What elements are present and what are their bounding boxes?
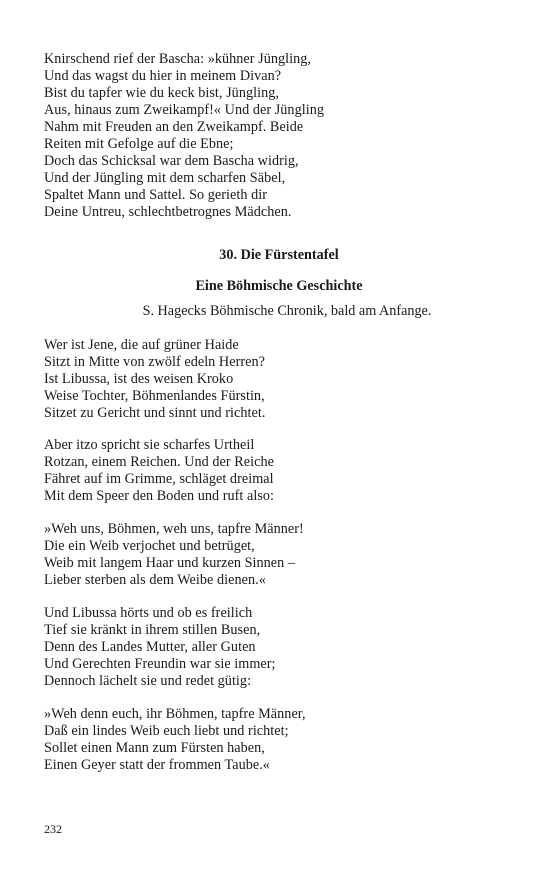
stanza: [44, 437, 514, 505]
poem-line: Knirschend rief der Bascha: »kühner Jüngling,: [44, 51, 312, 67]
poem-line: Aber itzo spricht sie scharfes Urtheil: [44, 437, 255, 453]
poem-line: Nahm mit Freuden an den Zweikampf. Beide: [44, 119, 304, 135]
poem-line: Sitzt in Mitte von zwölf edeln Herren?: [44, 354, 265, 370]
page-number: 232: [44, 822, 62, 836]
poem-line: Deine Untreu, schlechtbetrognes Mädchen.: [44, 204, 292, 220]
poem-line: Doch das Schicksal war dem Bascha widrig,: [44, 153, 299, 169]
stanza: [44, 51, 514, 221]
poem-line: Spaltet Mann und Sattel. So gerieth dir: [44, 187, 268, 203]
poem-line: Und Gerechten Freundin war sie immer;: [44, 656, 276, 672]
stanza: [44, 337, 514, 422]
poem-line: Mit dem Speer den Boden und ruft also:: [44, 488, 275, 504]
poem-line: Lieber sterben als dem Weibe dienen.«: [44, 572, 266, 588]
poem-line: Rotzan, einem Reichen. Und der Reiche: [44, 454, 274, 470]
poem-line: Weib mit langem Haar und kurzen Sinnen –: [44, 555, 296, 571]
poem-line: Weise Tochter, Böhmenlandes Fürstin,: [44, 388, 265, 404]
poem-line: Dennoch lächelt sie und redet gütig:: [44, 673, 252, 689]
poem-line: Wer ist Jene, die auf grüner Haide: [44, 337, 239, 353]
poem-line: Ist Libussa, ist des weisen Kroko: [44, 371, 234, 387]
stanza: [44, 706, 514, 774]
poem-line: Aus, hinaus zum Zweikampf!« Und der Jüngling: [44, 102, 324, 118]
poem-line: Reiten mit Gefolge auf die Ebne;: [44, 136, 234, 152]
poem-line: Und das wagst du hier in meinem Divan?: [44, 68, 282, 84]
section-source: S. Hagecks Böhmische Chronik, bald am Anfange.: [142, 303, 432, 319]
stanza: [44, 605, 514, 690]
poem-line: Sitzet zu Gericht und sinnt und richtet.: [44, 405, 266, 421]
poem-line: Einen Geyer statt der frommen Taube.«: [44, 757, 270, 773]
poem-line: Und Libussa hörts und ob es freilich: [44, 605, 253, 621]
poem-line: Denn des Landes Mutter, aller Guten: [44, 639, 256, 655]
section-title: 30. Die Fürstentafel: [219, 247, 339, 263]
poem-line: Bist du tapfer wie du keck bist, Jüngling,: [44, 85, 279, 101]
poem-line: Daß ein lindes Weib euch liebt und richtet;: [44, 723, 289, 739]
poem-line: Sollet einen Mann zum Fürsten haben,: [44, 740, 265, 756]
poem-line: Die ein Weib verjochet und betrüget,: [44, 538, 255, 554]
poem-line: »Weh uns, Böhmen, weh uns, tapfre Männer!: [44, 521, 304, 537]
poem-line: »Weh denn euch, ihr Böhmen, tapfre Männer,: [44, 706, 306, 722]
poem-line: Fähret auf im Grimme, schläget dreimal: [44, 471, 274, 487]
section-subtitle: Eine Böhmische Geschichte: [195, 278, 363, 294]
poem-line: Tief sie kränkt in ihrem stillen Busen,: [44, 622, 261, 638]
poem-line: Und der Jüngling mit dem scharfen Säbel,: [44, 170, 286, 186]
stanza: [44, 521, 514, 589]
